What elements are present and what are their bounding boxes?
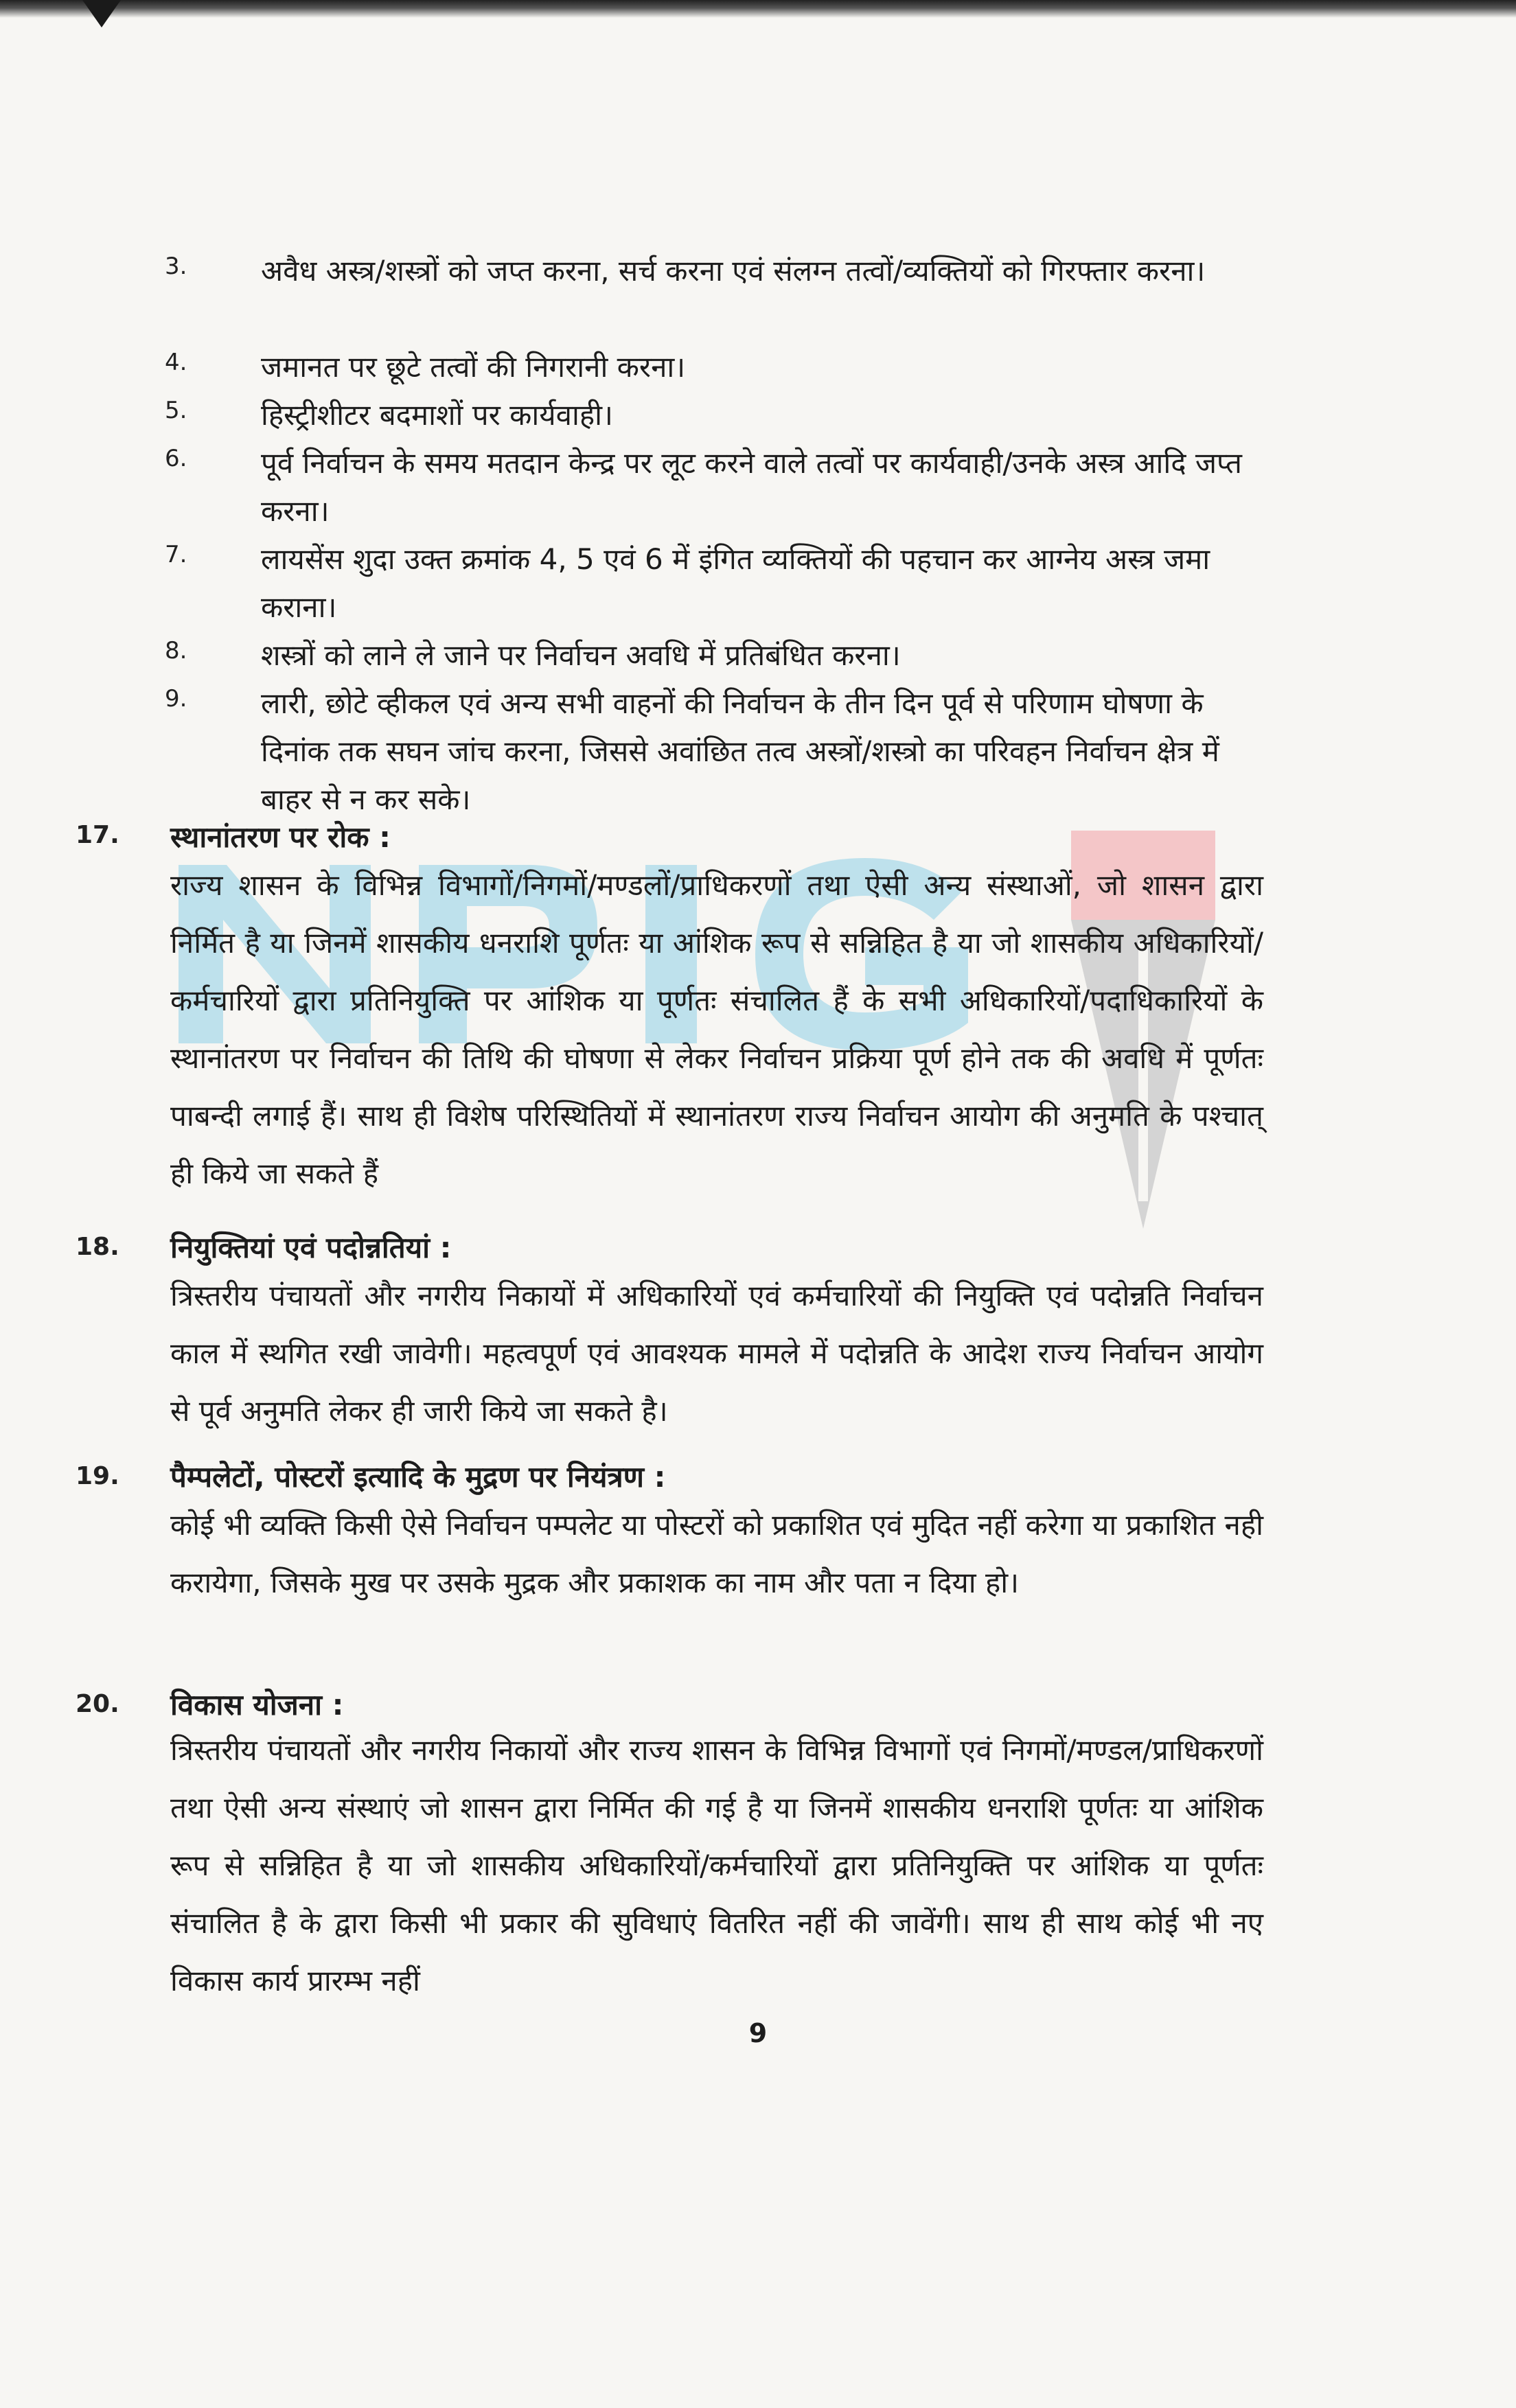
page-number: 9 (748, 2018, 768, 2048)
section-number: 20. (76, 1690, 119, 1718)
section-number: 19. (76, 1462, 119, 1490)
section-number: 17. (76, 821, 119, 849)
section-heading: स्थानांतरण पर रोक : (170, 820, 391, 854)
section-body: त्रिस्तरीय पंचायतों और नगरीय निकायों और राज्य शासन के विभिन्न विभागों एवं निगमों/मण्डल/प्राधिकरणों तथा ऐसी अन्य संस्थाएं जो शासन द्वारा निर्मित की गई है या जिनमें शासकीय धनराशि पूर्णतः या आंशिक रूप से सन्निहित है या जो शासकीय अधिकारियों/कर्मचारियों द्वारा प्रतिनियुक्ति पर आंशिक या पूर्णतः संचालित है के द्वारा किसी भी प्रकार की सुविधाएं वितरित नहीं की जावेंगी। साथ ही साथ कोई भी नए विकास कार्य प्रारम्भ नहीं (170, 1733, 1263, 1998)
section-body: राज्य शासन के विभिन्न विभागों/निगमों/मण्डलों/प्राधिकरणों तथा ऐसी अन्य संस्थाओं, जो शासन द्वारा निर्मित है या जिनमें शासकीय धनराशि पूर्णतः या आंशिक रूप से सन्निहित है या जो शासकीय अधिकारियों/कर्मचारियों द्वारा प्रतिनियुक्ति पर आंशिक या पूर्णतः संचालित हैं के सभी अधिकारियों/पदाधिकारियों के स्थानांतरण पर निर्वाचन की तिथि की घोषणा से लेकर निर्वाचन प्रक्रिया पूर्ण होने तक की अवधि में पूर्णतः पाबन्दी लगाई हैं। साथ ही विशेष परिस्थितियों में स्थानांतरण राज्य निर्वाचन आयोग की अनुमति के पश्चात् ही किये जा सकते हैं (170, 868, 1263, 1190)
section-heading: नियुक्तियां एवं पदोन्नतियां : (170, 1231, 452, 1264)
scan-edge-shadow (0, 0, 1516, 18)
section-heading: विकास योजना : (170, 1688, 344, 1722)
section-body: त्रिस्तरीय पंचायतों और नगरीय निकायों में अधिकारियों एवं कर्मचारियों की नियुक्ति एवं पदोन्नति निर्वाचन काल में स्थगित रखी जावेगी। महत्वपूर्ण एवं आवश्यक मामले में पदोन्नति के आदेश राज्य निर्वाचन आयोग से पूर्व अनुमति लेकर ही जारी किये जा सकते है। (170, 1279, 1263, 1428)
section-number: 18. (76, 1233, 119, 1261)
scan-corner-mark (82, 0, 121, 27)
section-body: कोई भी व्यक्ति किसी ऐसे निर्वाचन पम्पलेट या पोस्टरों को प्रकाशित एवं मुदित नहीं करेगा या प्रकाशित नही करायेगा, जिसके मुख पर उसके मुद्रक और प्रकाशक का नाम और पता न दिया हो। (170, 1508, 1263, 1599)
section-heading: पैम्पलेटों, पोस्टरों इत्यादि के मुद्रण पर नियंत्रण : (170, 1460, 666, 1494)
document-page: 3. अवैध अस्त्र/शस्त्रों को जप्त करना, सर्च करना एवं संलग्न तत्वों/व्यक्तियों को गिरफ्तार करना। 4. जमानत पर छूटे तत्वों की निगरानी करना। 5. हिस्ट्रीशीटर बदमाशों पर कार्यवाही। 6. पूर्व निर्वाचन के समय मतदान केन्द्र पर लूट करने वाले तत्वों पर कार्यवाही/उनके अस्त्र आदि जप्त करना। 7. लायसेंस शुदा उक्त क्रमांक 4, 5 एवं 6 में इंगित व्यक्तियों की पहचान कर आग्नेय अस्त्र जमा कराना। 8. शस्त्रों को लाने ले जाने पर निर्वाचन अवधि में प्रतिबंधित करना। 9. लारी, छोटे व्हीकल एवं अन्य सभी वाहनों की निर्वाचन के तीन दिन पूर्व से परिणाम घोषणा के दिनांक तक सघन जांच करना, जिससे अवांछित तत्व अस्त्रों/शस्त्रो का परिवहन निर्वाचन क्षेत्र में बाहर से न कर सके। 17. स्थानांतरण पर रोक : राज्य शासन के विभिन्न विभागों/निगमों/मण्डलों/प्राधिकरणों तथा ऐसी अन्य संस्थाओं, जो शासन द्वारा निर्मित है या जिनमें शासकीय धनराशि पूर्णतः या आंशिक रूप से सन्निहित है या जो शासकीय अधिकारियों/कर्मचारियों द्वारा प्रतिनियुक्ति पर आंशिक या पूर्णतः संचालित हैं के सभी अधिकारियों/पदाधिकारियों के स्थानांतरण पर निर्वाचन की तिथि की घोषणा से लेकर निर्वाचन प्रक्रिया पूर्ण होने तक की अवधि में पूर्णतः पाबन्दी लगाई हैं। साथ ही विशेष परिस्थितियों में स्थानांतरण राज्य निर्वाचन आयोग की अनुमति के पश्चात् ही किये जा सकते हैं 18. नियुक्तियां एवं पदोन्नतियां : त्रिस्तरीय पंचायतों और नगरीय निकायों में अधिकारियों एवं कर्मचारियों की नियुक्ति एवं पदोन्नति निर्वाचन काल में स्थगित रखी जावेगी। महत्वपूर्ण एवं आवश्यक मामले में पदोन्नति के आदेश राज्य निर्वाचन आयोग से पूर्व अनुमति लेकर ही जारी किये जा सकते है। 19. पैम्पलेटों, पोस्टरों इत्यादि के मुद्रण पर नियंत्रण : कोई भी व्यक्ति किसी ऐसे निर्वाचन पम्पलेट या पोस्टरों को प्रकाशित एवं मुदित नहीं करेगा या प्रकाशित नही करायेगा, जिसके मुख पर उसके मुद्रक और प्रकाशक का नाम और पता न दिया हो। 20. विकास योजना : त्रिस्तरीय पंचायतों और नगरीय निकायों और राज्य शासन के विभिन्न विभागों एवं निगमों/मण्डल/प्राधिकरणों तथा ऐसी अन्य संस्थाएं जो शासन द्वारा निर्मित की गई है या जिनमें शासकीय धनराशि पूर्णतः या आंशिक रूप से सन्निहित है या जो शासकीय अधिकारियों/कर्मचारियों द्वारा प्रतिनियुक्ति पर आंशिक या पूर्णतः संचालित है के द्वारा किसी भी प्रकार की सुविधाएं वितरित नहीं की जावेंगी। साथ ही साथ कोई भी नए विकास कार्य प्रारम्भ नहीं 9 (0, 0, 1516, 2408)
